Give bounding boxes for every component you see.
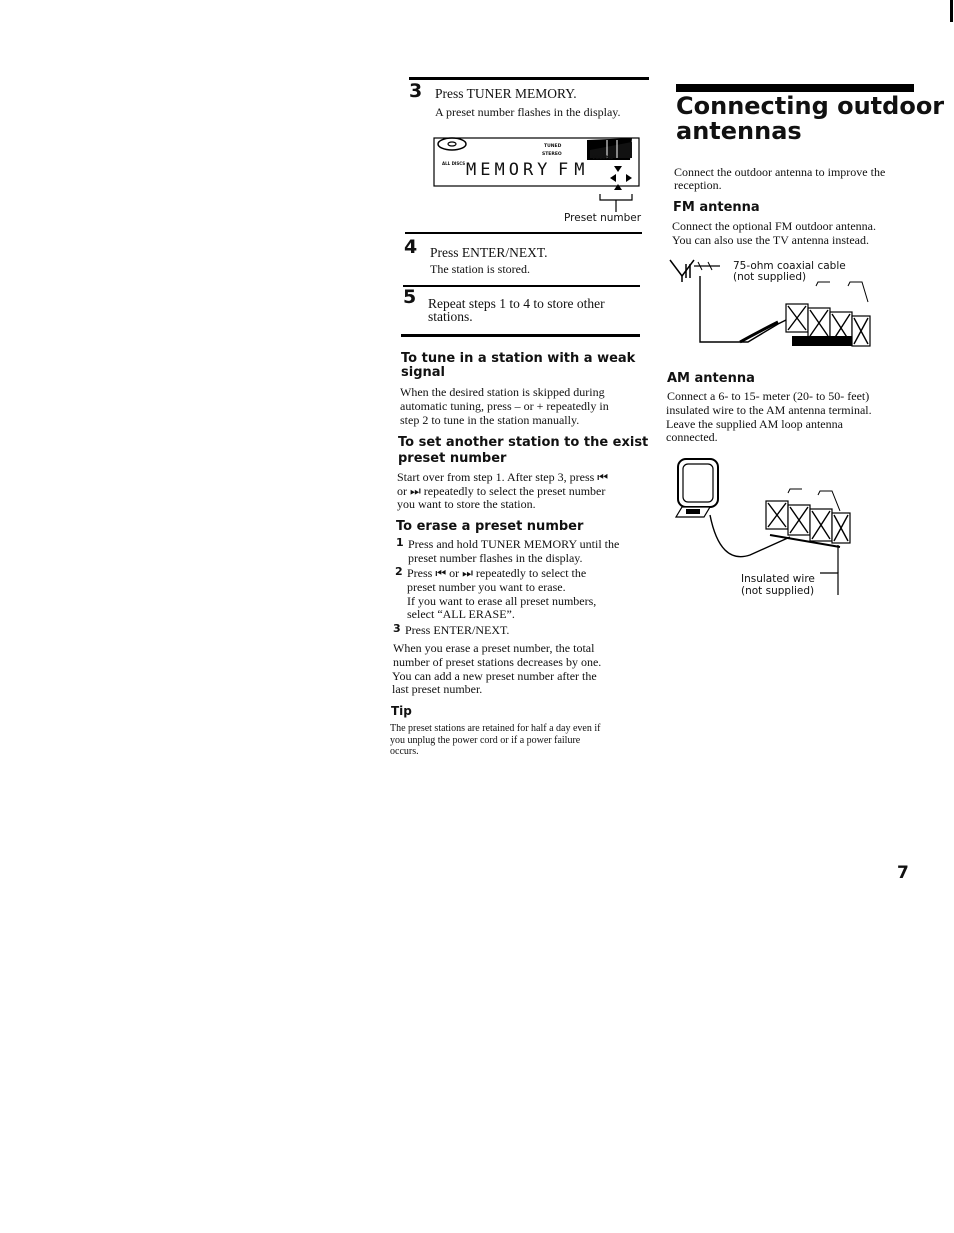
tip-heading: Tip <box>391 704 412 718</box>
page-number: 7 <box>897 863 909 883</box>
weak-signal-heading-line2: signal <box>401 365 445 380</box>
am-heading: AM antenna <box>667 371 755 386</box>
fm-heading: FM antenna <box>673 200 760 215</box>
erase-step2-line2: preset number you want to erase. <box>407 580 566 594</box>
display-label-all-discs: ALL DISCS <box>442 161 466 166</box>
step5-end-rule <box>401 334 640 337</box>
am-line2: insulated wire to the AM antenna terminal. <box>666 403 872 417</box>
display-text-memory: MEMORY <box>466 160 552 180</box>
erase-step2-line4: select “ALL ERASE”. <box>407 607 515 621</box>
weak-signal-line1: When the desired station is skipped during <box>400 385 605 399</box>
am-wire-label-line2: (not supplied) <box>741 585 815 597</box>
step4-rule <box>405 232 642 234</box>
exist-line2: or ⏭ repeatedly to select the preset number <box>397 484 606 498</box>
erase-step2-number: 2 <box>395 565 403 578</box>
weak-signal-line2: automatic tuning, press – or + repeatedly in <box>400 399 609 413</box>
display-text-fm: FM <box>558 160 591 180</box>
preset-number-caption: Preset number <box>564 212 642 224</box>
erase-note-line4: last preset number. <box>392 682 483 696</box>
exist-heading-line2: preset number <box>398 451 507 466</box>
right-edge-mark <box>950 0 953 22</box>
am-line4: connected. <box>666 430 718 444</box>
intro-line2: reception. <box>674 178 722 192</box>
intro-line1: Connect the outdoor antenna to improve the <box>674 165 886 179</box>
tip-line2: you unplug the power cord or if a power failure <box>390 735 581 746</box>
step4-desc: The station is stored. <box>430 262 530 276</box>
fm-line1: Connect the optional FM outdoor antenna. <box>672 219 876 233</box>
step3-desc: A preset number flashes in the display. <box>435 105 621 119</box>
erase-step1-number: 1 <box>396 536 404 549</box>
erase-step1-line1: Press and hold TUNER MEMORY until the <box>408 537 620 551</box>
display-label-tuned: TUNED <box>544 144 562 149</box>
title-rule <box>676 84 914 92</box>
erase-note-line2: number of preset stations decreases by one. <box>393 655 602 669</box>
step3-number: 3 <box>409 80 423 102</box>
exist-line1: Start over from step 1. After step 3, press ⏮ <box>397 470 609 484</box>
erase-step3-line1: Press ENTER/NEXT. <box>405 623 510 637</box>
section-title-line1: Connecting outdoor <box>676 92 945 120</box>
step5-line1: Repeat steps 1 to 4 to store other <box>428 296 605 311</box>
tip-line3: occurs. <box>390 746 419 757</box>
display-label-volume: VOLUME <box>592 156 614 161</box>
erase-step2-line3: If you want to erase all preset numbers, <box>407 594 597 608</box>
step4-number: 4 <box>404 236 418 258</box>
step5-line2: stations. <box>428 309 473 324</box>
erase-note-line3: You can add a new preset number after the <box>392 669 597 683</box>
fm-line2: You can also use the TV antenna instead. <box>672 233 869 247</box>
section-title-line2: antennas <box>676 117 802 145</box>
erase-heading: To erase a preset number <box>396 519 584 534</box>
am-wire-label-line1: Insulated wire <box>741 573 815 585</box>
am-line3: Leave the supplied AM loop antenna <box>666 417 843 431</box>
erase-step2-line1: Press ⏮ or ⏭ repeatedly to select the <box>407 566 587 580</box>
erase-note-line1: When you erase a preset number, the total <box>393 641 595 655</box>
exist-line3: you want to store the station. <box>397 497 536 511</box>
step3-rule <box>409 77 649 80</box>
am-line1: Connect a 6- to 15- meter (20- to 50- feet) <box>667 389 870 403</box>
erase-step3-number: 3 <box>393 622 401 635</box>
erase-step1-line2: preset number flashes in the display. <box>408 551 583 565</box>
step5-number: 5 <box>403 286 417 308</box>
tip-line1: The preset stations are retained for half a day even if <box>390 723 601 734</box>
weak-signal-line3: step 2 to tune in the station manually. <box>400 413 580 427</box>
display-label-stereo: STEREO <box>542 152 562 157</box>
fm-cable-label-line2: (not supplied) <box>733 271 807 283</box>
step3-title: Press TUNER MEMORY. <box>435 86 577 101</box>
exist-heading-line1: To set another station to the exist <box>398 435 649 450</box>
step4-title: Press ENTER/NEXT. <box>430 245 548 260</box>
fm-cable-label-line1: 75-ohm coaxial cable <box>733 260 846 272</box>
weak-signal-heading-line1: To tune in a station with a weak <box>401 351 636 366</box>
step5-rule <box>403 285 640 287</box>
